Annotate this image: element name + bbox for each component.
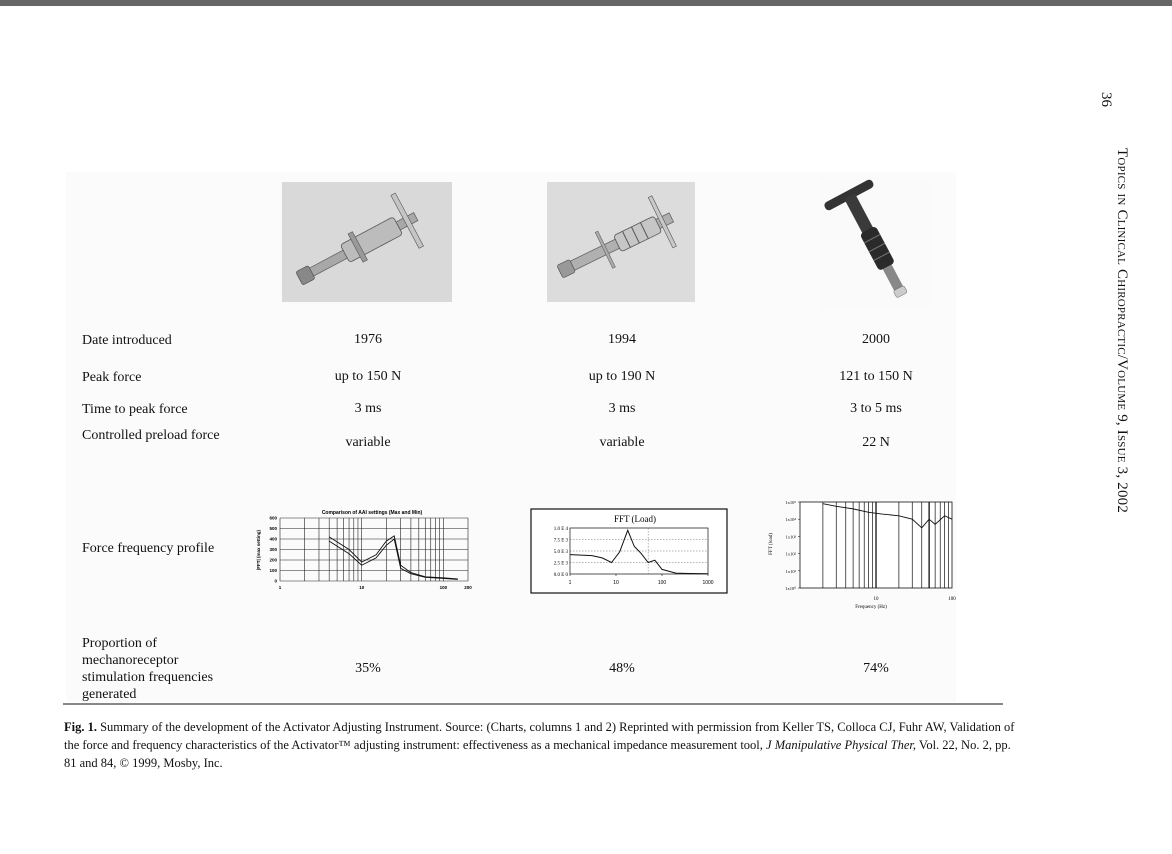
chart0-ytick: 300 <box>269 547 277 552</box>
chart-fft-log <box>762 496 962 616</box>
chart0-ytick: 500 <box>269 526 277 531</box>
chart1-ytick: 5.0 E 3 <box>553 550 568 555</box>
cell-time-2: 3 ms <box>608 401 636 416</box>
cell-date-1994: 1994 <box>608 332 636 347</box>
chart2-xtick: 100 <box>948 597 956 602</box>
cell-time-3: 3 to 5 ms <box>850 401 902 416</box>
top-border <box>0 0 1172 6</box>
row-label-preload: Controlled preload force <box>82 428 220 443</box>
cell-date-1976: 1976 <box>354 332 382 347</box>
row-label-proportion: Proportion of mechanoreceptor stimulation frequencies generated <box>82 636 214 702</box>
chart2-ytick: 1x10³ <box>785 534 796 540</box>
cell-preload-3: 22 N <box>862 435 890 450</box>
row-label-time-to-peak: Time to peak force <box>82 402 188 417</box>
chart0-series-max <box>329 536 458 579</box>
chart-aai-comparison <box>254 506 476 594</box>
chart0-ytick: 100 <box>269 568 277 573</box>
chart1-xtick: 1000 <box>702 580 714 586</box>
instrument-photo-1994 <box>547 182 695 302</box>
chart0-xtick: 200 <box>464 585 472 590</box>
cell-preload-2: variable <box>599 435 645 450</box>
chart2-ytick: 1x10⁵ <box>785 500 796 505</box>
chart2-ytick: 1x10⁰ <box>785 586 796 591</box>
cell-proportion-1: 35% <box>355 661 381 676</box>
cell-time-1: 3 ms <box>354 401 382 416</box>
caption-journal: J Manipulative Physical Ther, <box>766 738 917 752</box>
chart1-xtick: 1 <box>568 580 572 586</box>
chart0-xtick: 100 <box>439 585 448 590</box>
chart1-xtick: 100 <box>657 580 667 586</box>
running-head: Topics in Clinical Chiropractic/Volume 9, Issue 3, 2002 <box>1114 148 1130 514</box>
chart2-ytick: 1x10¹ <box>785 568 796 574</box>
chart0-ytick: 400 <box>269 536 277 542</box>
chart1-ytick: 0.0 E 0 <box>553 573 568 578</box>
chart0-ytick: 600 <box>269 515 277 521</box>
chart1-ytick: 1.0 E 4 <box>553 527 568 532</box>
instrument-photo-2000 <box>820 178 930 310</box>
caption-text-2: Vol. 22, No. 2, pp. 81 and 84, © 1999, Mosby, Inc. <box>64 738 1011 770</box>
chart2-ylabel: FFT (load) <box>769 533 774 555</box>
table-bottom-rule <box>63 703 1003 705</box>
row-label-force-frequency: Force frequency profile <box>82 541 215 556</box>
chart0-xtick: 10 <box>359 585 365 590</box>
chart0-ytick: 0 <box>274 578 277 584</box>
row-label-peak-force: Peak force <box>82 370 142 385</box>
cell-preload-1: variable <box>345 435 391 450</box>
cell-date-2000: 2000 <box>862 332 890 347</box>
chart1-ytick: 2.5 E 3 <box>553 561 568 567</box>
chart0-xtick: 1 <box>278 585 282 590</box>
cell-peak-force-1: up to 150 N <box>334 369 402 384</box>
chart-fft-load <box>530 508 730 594</box>
cell-peak-force-3: 121 to 150 N <box>839 369 913 384</box>
chart2-xlabel: Frequency (Hz) <box>855 605 887 610</box>
chart0-ytick: 200 <box>269 557 277 563</box>
chart0-title: Comparison of AAI settings (Max and Min) <box>321 510 423 516</box>
chart0-series-min <box>329 539 458 579</box>
instrument-photo-1976 <box>282 182 452 302</box>
caption-label: Fig. 1. <box>64 720 97 734</box>
chart1-title: FFT (Load) <box>613 514 657 524</box>
chart2-ytick: 1x10² <box>785 551 796 557</box>
caption-text-1: Summary of the development of the Activator Adjusting Instrument. Source: (Charts, columns 1 and 2) Reprinted with permission from Keller TS, Colloca CJ, Fuhr AW, Validation of the force and frequency characteristics of the Activator™ adjusting instrument: effectiveness as a mechanical impedance measurement tool, <box>64 720 1015 752</box>
cell-proportion-2: 48% <box>609 661 635 676</box>
figure-caption <box>64 718 1024 772</box>
chart2-ytick: 1x10⁴ <box>785 517 796 523</box>
chart0-ylabel: |FFT| (max setting) <box>256 529 261 571</box>
chart1-xtick: 10 <box>613 580 619 586</box>
row-label-date-introduced: Date introduced <box>82 333 172 348</box>
chart1-ytick: 7.5 E 3 <box>553 538 568 544</box>
cell-proportion-3: 74% <box>863 661 889 676</box>
cell-peak-force-2: up to 190 N <box>588 369 656 384</box>
page-number: 36 <box>1098 92 1114 107</box>
chart2-xtick: 10 <box>873 597 879 602</box>
